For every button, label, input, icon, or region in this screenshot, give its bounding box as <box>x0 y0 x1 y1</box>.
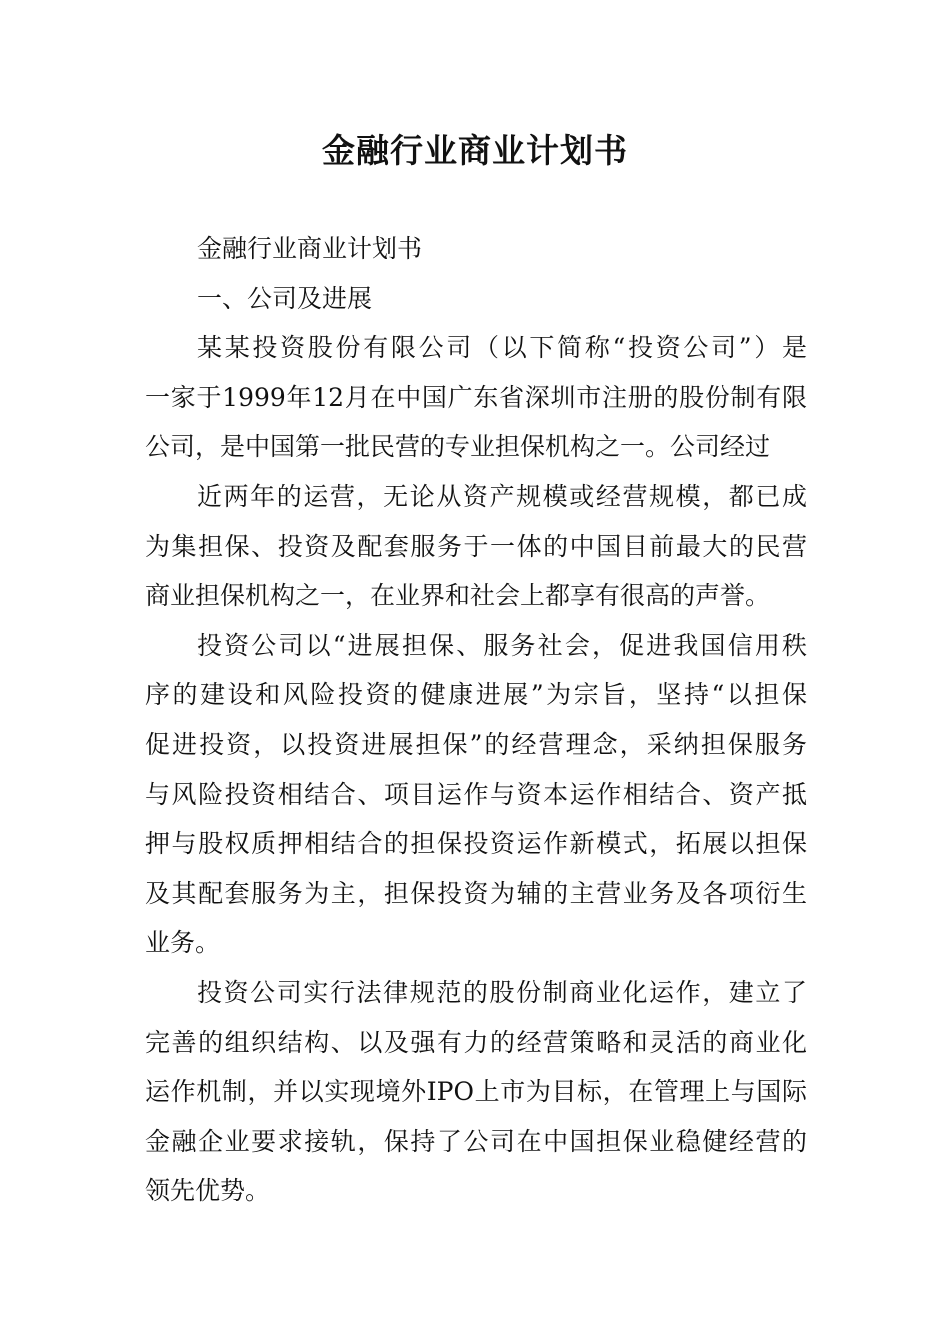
text-line: 近两年的运营，无论从资产规模或经营规模，都已成 <box>197 481 807 511</box>
text-line: 及其配套服务为主，担保投资为辅的主营业务及各项衍生 <box>145 878 807 908</box>
text-line: 序的建设和风险投资的健康进展”为宗旨，坚持“以担保 <box>145 680 807 710</box>
text-line: 完善的组织结构、以及强有力的经营策略和灵活的商业化 <box>145 1027 807 1057</box>
paragraph-subtitle <box>145 224 807 274</box>
paragraph-company-mission <box>145 621 807 968</box>
text-line: 押与股权质押相结合的担保投资运作新模式，拓展以担保 <box>145 829 807 859</box>
paragraph-section-heading <box>145 274 807 324</box>
text-line: 金融行业商业计划书 <box>197 234 423 263</box>
text-line: 投资公司以“进展担保、服务社会，促进我国信用秩 <box>197 630 807 660</box>
paragraph-company-operations <box>145 968 807 1216</box>
paragraph-company-scale <box>145 472 807 621</box>
text-line: 金融企业要求接轨，保持了公司在中国担保业稳健经营的 <box>145 1126 807 1156</box>
text-line: 投资公司实行法律规范的股份制商业化运作，建立了 <box>197 977 807 1007</box>
text-line: 一家于1999年12月在中国广东省深圳市注册的股份制有限 <box>145 382 807 412</box>
text-line: 商业担保机构之一，在业界和社会上都享有很高的声誉。 <box>145 581 771 611</box>
text-line: 业务。 <box>145 928 221 958</box>
document-title: 金融行业商业计划书 <box>322 131 628 170</box>
text-line: 为集担保、投资及配套服务于一体的中国目前最大的民营 <box>145 531 807 561</box>
text-line: 与风险投资相结合、项目运作与资本运作相结合、资产抵 <box>145 779 807 809</box>
text-line: 运作机制，并以实现境外IPO上市为目标，在管理上与国际 <box>145 1077 807 1107</box>
document-body <box>145 224 807 1216</box>
paragraph-company-intro <box>145 323 807 472</box>
text-line: 公司，是中国第一批民营的专业担保机构之一。公司经过 <box>145 432 771 462</box>
text-line: 一、公司及进展 <box>197 283 373 313</box>
text-line: 领先优势。 <box>145 1176 271 1206</box>
text-line: 促进投资，以投资进展担保”的经营理念，采纳担保服务 <box>145 729 807 759</box>
text-line: 某某投资股份有限公司（以下简称“投资公司”）是 <box>197 333 807 363</box>
